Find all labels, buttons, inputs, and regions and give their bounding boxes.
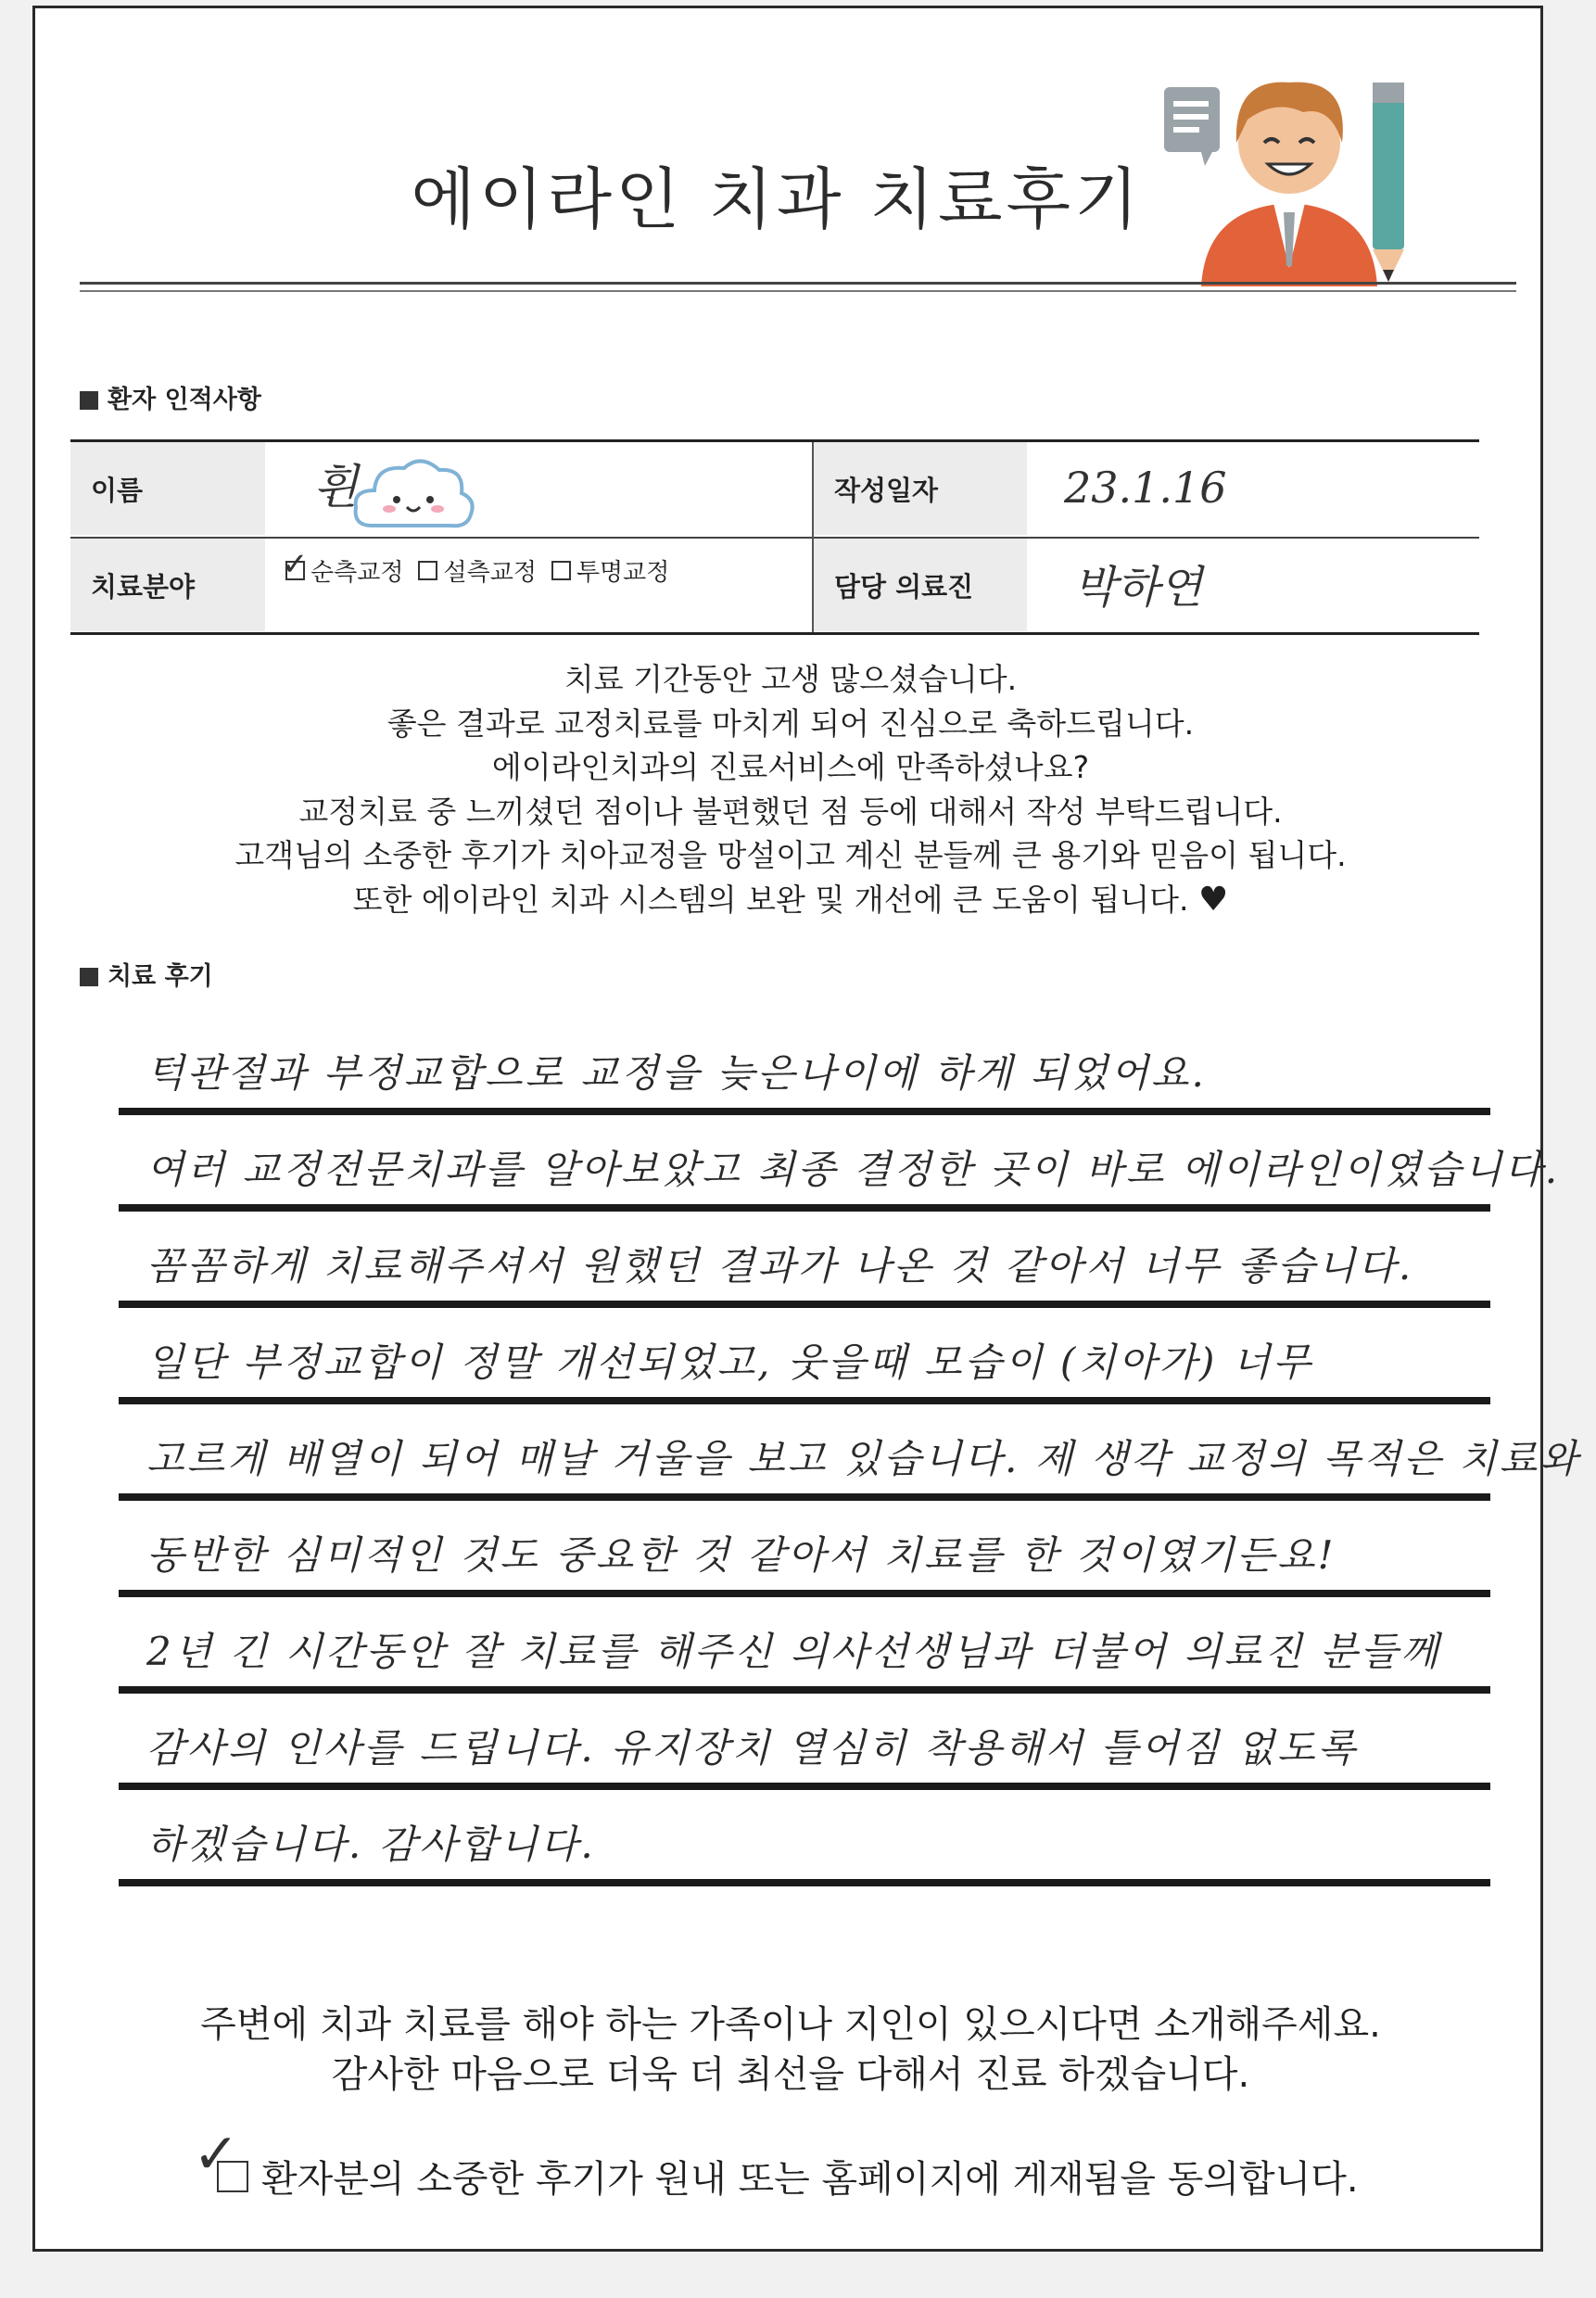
square-bullet-icon [80, 391, 98, 410]
review-text: 턱관절과 부정교합으로 교정을 늦은나이에 하게 되었어요. [146, 1050, 1207, 1096]
intro-line [35, 878, 1546, 922]
patient-section-label: 환자 인적사항 [108, 386, 261, 414]
page-title: 에이라인 치과 치료후기 [411, 160, 1143, 238]
outro-line: 주변에 치과 치료를 해야 하는 가족이나 지인이 있으시다면 소개해주세요. [200, 2003, 1381, 2046]
doctor-value[interactable]: 박하연 [1073, 562, 1203, 614]
review-line[interactable] [119, 1790, 1490, 1886]
review-text: 꼼꼼하게 치료해주셔서 원했던 결과가 나온 것 같아서 너무 좋습니다. [146, 1243, 1414, 1289]
intro-line: 에이라인치과의 진료서비스에 만족하셨나요? [491, 749, 1090, 785]
patient-info-table [70, 439, 1479, 635]
intro-message [35, 657, 1546, 921]
intro-line: 고객님의 소중한 후기가 치아교정을 망설이고 계신 분들께 큰 용기와 믿음이 됩니다. [234, 837, 1347, 873]
review-text: 고르게 배열이 되어 매날 거울을 보고 있습니다. 제 생각 교정의 목적은 치료와 [146, 1436, 1580, 1481]
review-text: 2년 긴 시간동안 잘 치료를 해주신 의사선생님과 더불어 의료진 분들께 [146, 1629, 1441, 1674]
checkmark-icon: ✓ [282, 546, 309, 583]
review-line[interactable] [119, 1115, 1561, 1212]
name-value[interactable]: 휜 [313, 460, 359, 514]
review-text: 하겠습니다. 감사합니다. [146, 1822, 596, 1867]
option-label: 순측교정 [310, 559, 404, 587]
review-text: 동반한 심미적인 것도 중요한 것 같아서 치료를 한 것이였기든요! [146, 1532, 1336, 1578]
patient-section-heading [80, 379, 261, 415]
review-text: 여러 교정전문치과를 알아보았고 최종 결정한 곳이 바로 에이라인이였습니다. [146, 1147, 1561, 1192]
option-labial[interactable] [282, 546, 404, 588]
consent-label: 환자분의 소중한 후기가 원내 또는 홈페이지에 게재됨을 동의합니다. [261, 2158, 1359, 2201]
option-label: 설측교정 [443, 559, 537, 587]
name-label: 이름 [70, 442, 265, 535]
intro-line-text: 또한 에이라인 치과 시스템의 보완 및 개선에 큰 도움이 됩니다. [352, 881, 1189, 918]
doctor-label: 담당 의료진 [814, 539, 1027, 631]
outro-line: 감사한 마음으로 더욱 더 최선을 다해서 진료 하겠습니다. [331, 2053, 1250, 2096]
intro-line: 교정치료 중 느끼셨던 점이나 불편했던 점 등에 대해서 작성 부탁드립니다. [298, 793, 1283, 830]
title-divider [80, 282, 1516, 285]
checkbox-clear[interactable] [551, 561, 571, 580]
review-line[interactable] [119, 1694, 1490, 1790]
review-text: 일단 부정교합이 정말 개선되었고, 웃을때 모습이 (치아가) 너무 [146, 1339, 1313, 1385]
outro-message [35, 2000, 1546, 2100]
review-line[interactable] [119, 1308, 1490, 1404]
review-lines [119, 1019, 1580, 1886]
checkbox-lingual[interactable] [418, 561, 437, 580]
checkbox-labial[interactable] [282, 546, 309, 583]
heart-icon: ♥ [1198, 880, 1229, 919]
date-value[interactable]: 23.1.16 [1064, 463, 1227, 513]
intro-line: 좋은 결과로 교정치료를 마치게 되어 진심으로 축하드립니다. [386, 705, 1195, 742]
checkmark-icon: ✓ [193, 2121, 240, 2187]
review-line[interactable] [119, 1501, 1490, 1597]
option-label: 투명교정 [576, 559, 670, 587]
consent-checkbox[interactable] [193, 2121, 248, 2192]
review-form-sheet [32, 6, 1580, 2252]
option-lingual[interactable] [418, 553, 536, 588]
cloud-sticker-icon [348, 451, 478, 535]
review-line[interactable] [119, 1597, 1490, 1694]
review-section-heading [80, 956, 213, 992]
date-label: 작성일자 [814, 442, 1027, 535]
table-row-divider [70, 537, 1479, 539]
square-bullet-icon [80, 968, 98, 986]
review-section-label: 치료 후기 [108, 962, 213, 991]
review-line[interactable] [119, 1019, 1490, 1115]
review-line[interactable] [119, 1404, 1580, 1501]
title-divider-thin [80, 290, 1516, 292]
consent-row[interactable] [193, 2121, 1359, 2203]
review-text: 감사의 인사를 드립니다. 유지장치 열심히 착용해서 틀어짐 없도록 [146, 1725, 1359, 1771]
treatment-options [282, 546, 670, 588]
intro-line: 치료 기간동안 고생 많으셨습니다. [564, 661, 1018, 697]
treatment-field-label: 치료분야 [70, 539, 265, 631]
option-clear[interactable] [551, 553, 669, 588]
review-line[interactable] [119, 1212, 1490, 1308]
